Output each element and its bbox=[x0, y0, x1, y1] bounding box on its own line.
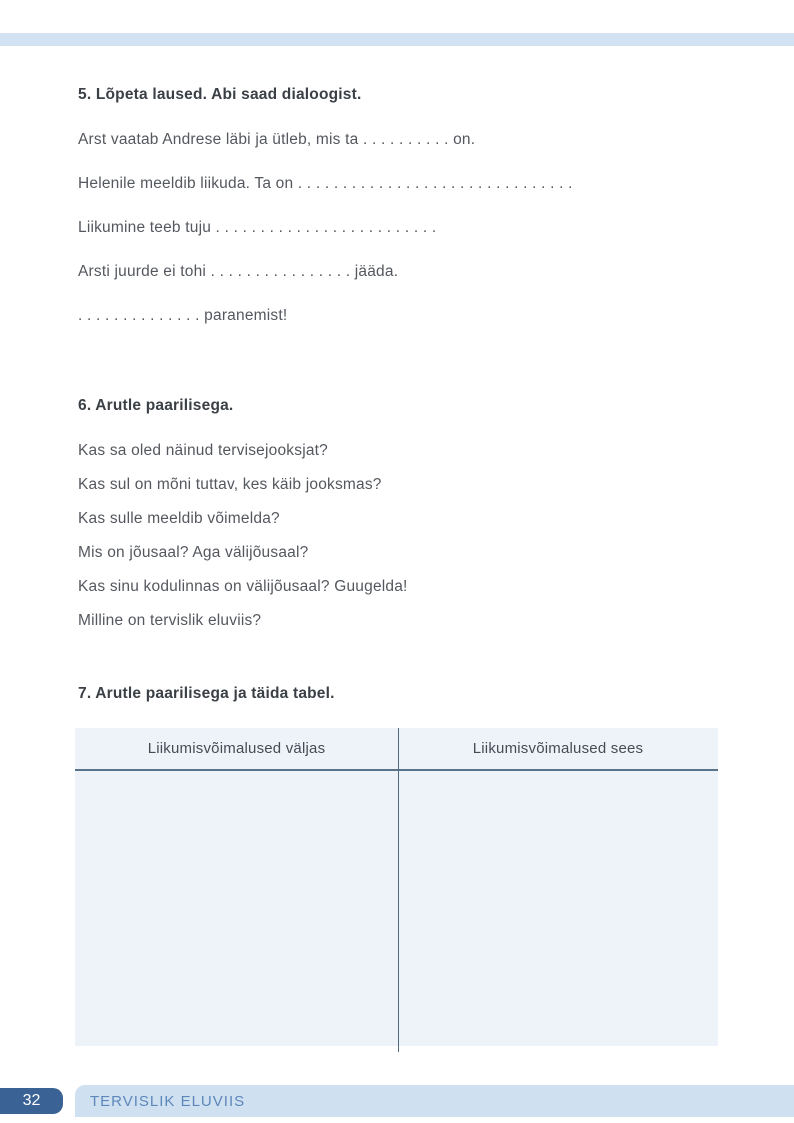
question-line: Kas sa oled näinud tervisejooksjat? bbox=[78, 442, 328, 459]
exercise-5-section bbox=[78, 85, 718, 350]
sentence-line: Arst vaatab Andrese läbi ja ütleb, mis ta . . . . . . . . . . on. bbox=[78, 131, 476, 148]
exercise-6-section bbox=[78, 396, 718, 645]
question-line: Kas sinu kodulinnas on välijõusaal? Guugelda! bbox=[78, 578, 408, 595]
top-accent-bar bbox=[0, 33, 794, 46]
table-column-divider bbox=[398, 728, 399, 1052]
exercise-7-heading: 7. Arutle paarilisega ja täida tabel. bbox=[78, 685, 335, 702]
exercise5-sentences bbox=[78, 130, 718, 325]
exercise-6-heading: 6. Arutle paarilisega. bbox=[78, 397, 234, 414]
table-header-inside: Liikumisvõimalused sees bbox=[472, 740, 644, 757]
page-number-box bbox=[0, 1088, 63, 1114]
exercise6-questions bbox=[78, 441, 718, 630]
table-header-outside: Liikumisvõimalused väljas bbox=[147, 740, 326, 757]
sentence-line: Helenile meeldib liikuda. Ta on . . . . . . . . . . . . . . . . . . . . . . . . . . . . . . . bbox=[78, 175, 573, 192]
question-line: Milline on tervislik eluviis? bbox=[78, 612, 262, 629]
question-line: Kas sulle meeldib võimelda? bbox=[78, 510, 280, 527]
footer-bar bbox=[75, 1085, 794, 1117]
footer-section-title: TERVISLIK ELUVIIS bbox=[90, 1092, 246, 1110]
exercise-7-section bbox=[78, 684, 718, 704]
question-line: Kas sul on mõni tuttav, kes käib jooksmas? bbox=[78, 476, 382, 493]
sentence-line: Arsti juurde ei tohi . . . . . . . . . . . . . . . . jääda. bbox=[78, 263, 399, 280]
fill-in-table bbox=[75, 728, 718, 1046]
exercise-5-heading: 5. Lõpeta laused. Abi saad dialoogist. bbox=[78, 86, 362, 103]
sentence-line: . . . . . . . . . . . . . . paranemist! bbox=[78, 307, 288, 324]
sentence-line: Liikumine teeb tuju . . . . . . . . . . . . . . . . . . . . . . . . . bbox=[78, 219, 437, 236]
page-number: 32 bbox=[22, 1092, 41, 1109]
question-line: Mis on jõusaal? Aga välijõusaal? bbox=[78, 544, 309, 561]
table-header-row bbox=[75, 728, 718, 771]
